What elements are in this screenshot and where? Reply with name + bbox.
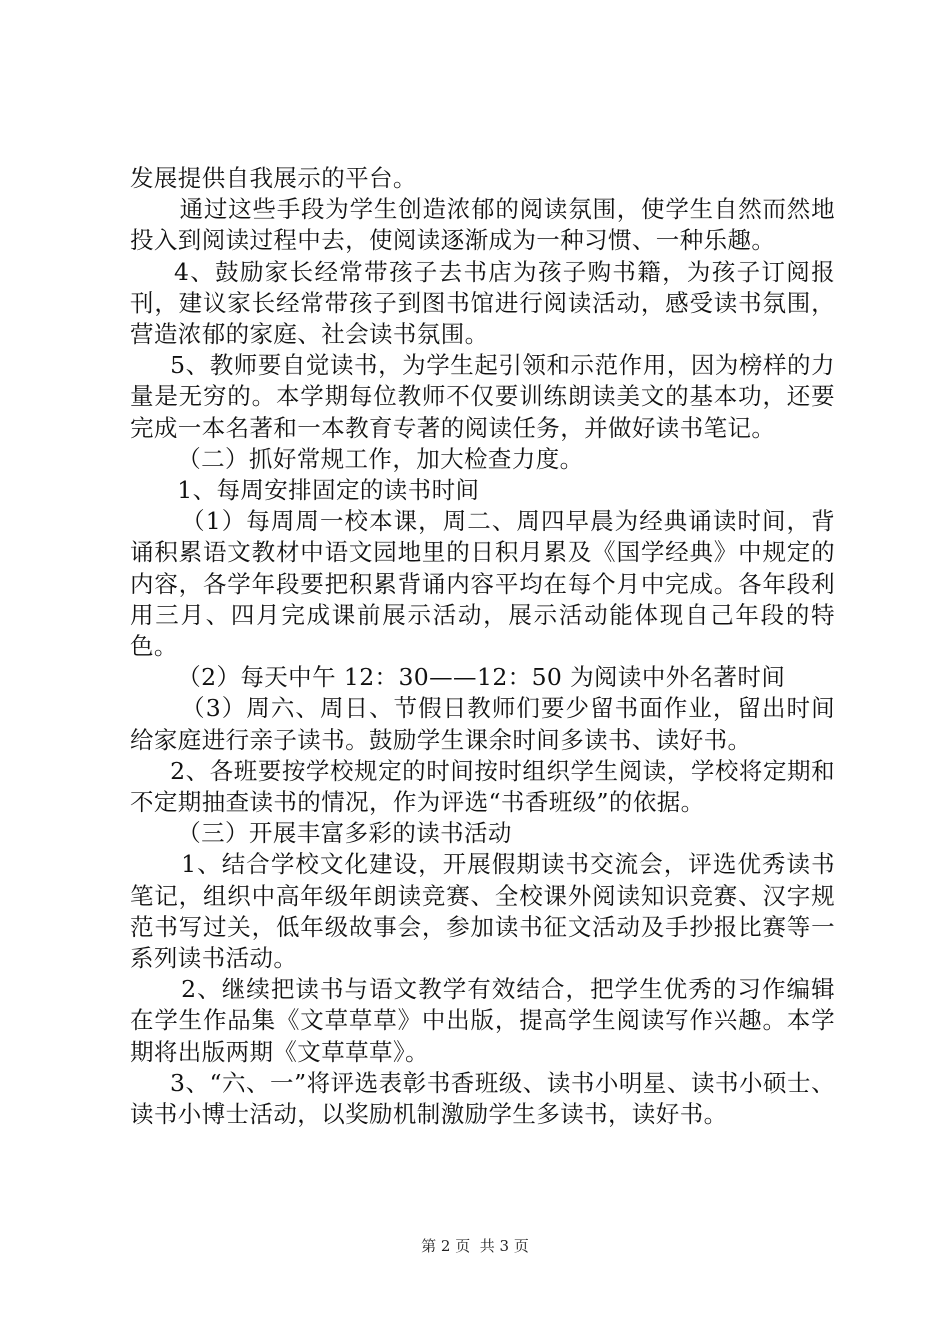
paragraph-3: 4、鼓励家长经常带孩子去书店为孩子购书籍，为孩子订阅报刊，建议家长经常带孩子到图书馆进行阅读活动，感受读书氛围，营造浓郁的家庭、社会读书氛围。 <box>130 257 835 349</box>
paragraph-12: 1、结合学校文化建设，开展假期读书交流会，评选优秀读书笔记，组织中高年级年朗读竞赛、全校课外阅读知识竞赛、汉字规范书写过关，低年级故事会，参加读书征文活动及手抄报比赛等一系列读书活动。 <box>130 850 835 973</box>
paragraph-1: 发展提供自我展示的平台。 <box>130 164 417 192</box>
paragraph-9: （3）周六、周日、节假日教师们要少留书面作业，留出时间给家庭进行亲子读书。鼓励学生课余时间多读书、读好书。 <box>130 694 835 754</box>
paragraph-14: 3、“六、一”将评选表彰书香班级、读书小明星、读书小硕士、读书小博士活动，以奖励机制激励学生多读书，读好书。 <box>130 1068 835 1129</box>
page-number-footer: 第 2 页 共 3 页 <box>421 1237 529 1255</box>
paragraph-13: 2、继续把读书与语文教学有效结合，把学生优秀的习作编辑在学生作品集《文草草草》中出版，提高学生阅读写作兴趣。本学期将出版两期《文草草草》。 <box>130 975 835 1066</box>
paragraph-4: 5、教师要自觉读书，为学生起引领和示范作用，因为榜样的力量是无穷的。本学期每位教师不仅要训练朗读美文的基本功，还要完成一本名著和一本教育专著的阅读任务，并做好读书笔记。 <box>130 351 835 442</box>
paragraph-6: 1、每周安排固定的读书时间 <box>130 476 480 505</box>
paragraph-2: 通过这些手段为学生创造浓郁的阅读氛围，使学生自然而然地投入到阅读过程中去，使阅读逐渐成为一种习惯、一种乐趣。 <box>130 195 835 255</box>
section-heading-3: （三）开展丰富多彩的读书活动 <box>130 819 512 848</box>
document-body <box>130 163 835 1130</box>
paragraph-7: （1）每周周一校本课，周二、周四早晨为经典诵读时间，背诵积累语文教材中语文园地里的日积月累及《国学经典》中规定的内容，各学年段要把积累背诵内容平均在每个月中完成。各年段利用三月、四月完成课前展示活动，展示活动能体现自己年段的特色。 <box>130 507 835 661</box>
paragraph-8: （2）每天中午 12：30——12：50 为阅读中外名著时间 <box>130 663 786 692</box>
section-heading-2: （二）抓好常规工作，加大检查力度。 <box>130 444 584 473</box>
paragraph-10: 2、各班要按学校规定的时间按时组织学生阅读，学校将定期和不定期抽查读书的情况，作为评选“书香班级”的依据。 <box>130 756 835 817</box>
